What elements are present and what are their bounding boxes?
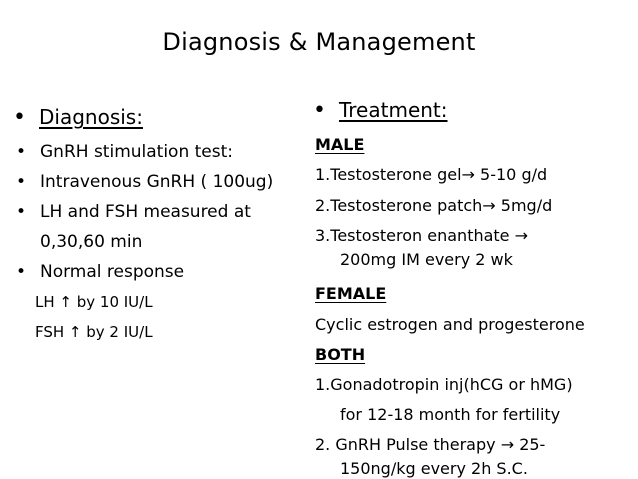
response-fsh: FSH ↑ by 2 IU/L — [35, 323, 153, 341]
female-label: FEMALE — [315, 284, 387, 303]
male-item-3: 3.Testosteron enanthate → — [315, 226, 529, 245]
diagnosis-bullet-3: • LH and FSH measured at — [40, 202, 251, 222]
treatment-heading: • Treatment: — [339, 98, 448, 122]
both-label: BOTH — [315, 345, 366, 364]
diagnosis-bullet-2: • Intravenous GnRH ( 100ug) — [40, 172, 273, 192]
diagnosis-bullet-4: • Normal response — [40, 262, 184, 282]
both-item-2: 2. GnRH Pulse therapy → 25- — [315, 435, 546, 454]
both-item-2-cont: 150ng/kg every 2h S.C. — [340, 459, 528, 478]
both-item-1-cont: for 12-18 month for fertility — [340, 405, 561, 424]
male-item-3-cont: 200mg IM every 2 wk — [340, 250, 513, 269]
response-lh: LH ↑ by 10 IU/L — [35, 293, 153, 311]
diagnosis-bullet-1: • GnRH stimulation test: — [40, 142, 233, 162]
male-item-2: 2.Testosterone patch→ 5mg/d — [315, 196, 553, 215]
slide-title: Diagnosis & Management — [162, 28, 476, 56]
female-item: Cyclic estrogen and progesterone — [315, 315, 585, 334]
male-item-1: 1.Testosterone gel→ 5-10 g/d — [315, 165, 548, 184]
male-label: MALE — [315, 135, 365, 154]
diagnosis-heading: • Diagnosis: — [39, 105, 143, 129]
both-item-1: 1.Gonadotropin inj(hCG or hMG) — [315, 375, 573, 394]
diagnosis-bullet-3-cont: 0,30,60 min — [40, 232, 143, 252]
